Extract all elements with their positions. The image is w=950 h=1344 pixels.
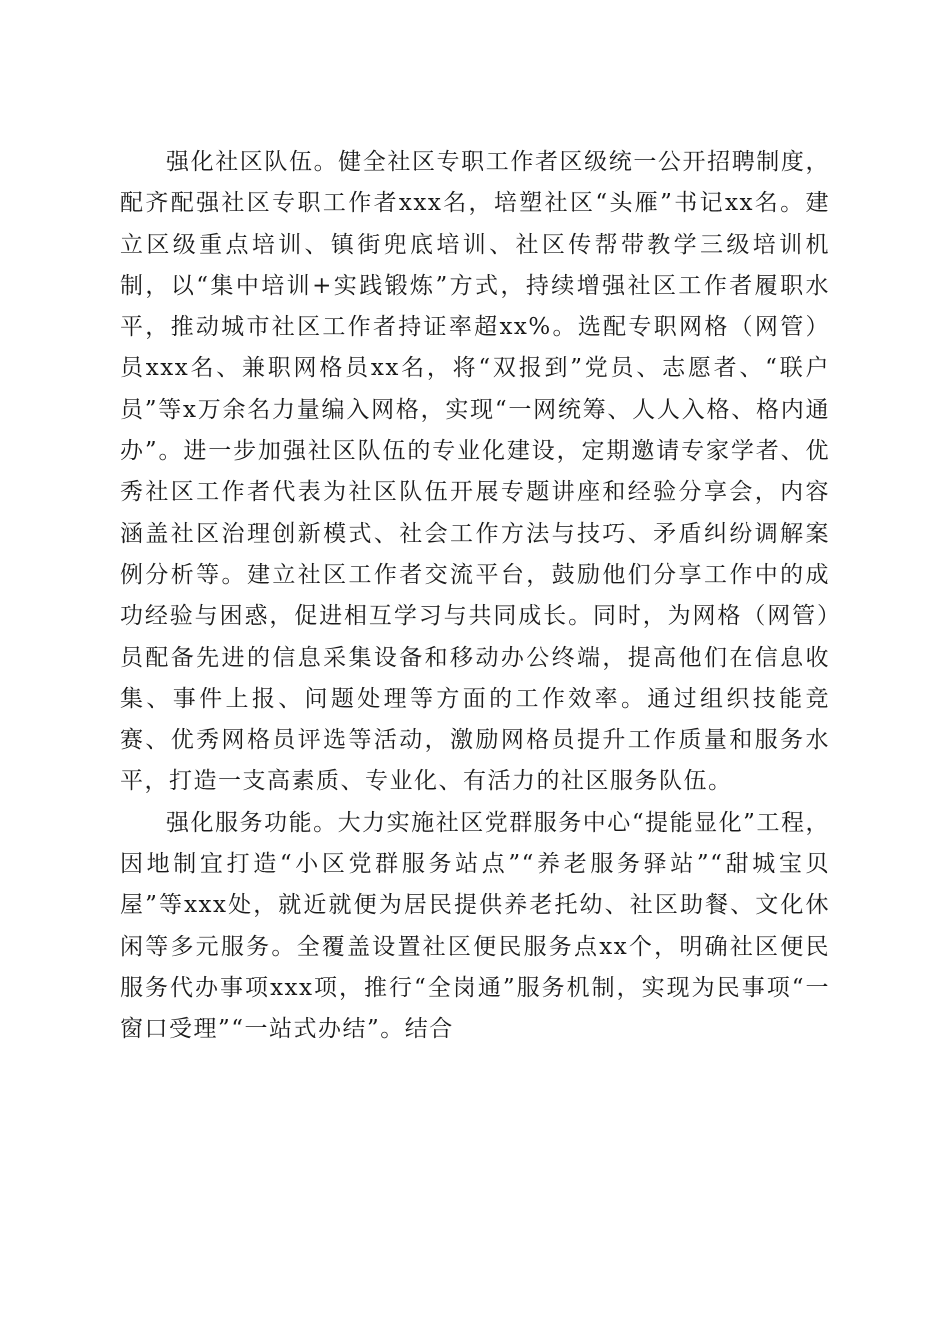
paragraph-service-function: 强化服务功能。大力实施社区党群服务中心“提能显化”工程，因地制宜打造“小区党群服务站点”“养老服务驿站”“甜城宝贝屋”等xxx处，就近就便为居民提供养老托幼、社区助餐、文化休闲等多元服务。全覆盖设置社区便民服务点xx个，明确社区便民服务代办事项xxx项，推行“全岗通”服务机制，实现为民事项“一窗口受理”“一站式办结”。结合 xyxy=(120,809,830,1043)
paragraph-community-team: 强化社区队伍。健全社区专职工作者区级统一公开招聘制度，配齐配强社区专职工作者xxx名，培塑社区“头雁”书记xx名。建立区级重点培训、镇街兜底培训、社区传帮带教学三级培训机制，以“集中培训+实践锻炼”方式，持续增强社区工作者履职水平，推动城市社区工作者持证率超xx%。选配专职网格（网管）员xxx名、兼职网格员xx名，将“双报到”党员、志愿者、“联户员”等x万余名力量编入网格，实现“一网统筹、人人入格、格内通办”。进一步加强社区队伍的专业化建设，定期邀请专家学者、优秀社区工作者代表为社区队伍开展专题讲座和经验分享会，内容涵盖社区治理创新模式、社会工作方法与技巧、矛盾纠纷调解案例分析等。建立社区工作者交流平台，鼓励他们分享工作中的成功经验与困惑，促进相互学习与共同成长。同时，为网格（网管）员配备先进的信息采集设备和移动办公终端，提高他们在信息收集、事件上报、问题处理等方面的工作效率。通过组织技能竞赛、优秀网格员评选等活动，激励网格员提升工作质量和服务水平，打造一支高素质、专业化、有活力的社区服务队伍。 xyxy=(120,149,830,795)
document-page xyxy=(120,142,830,1051)
